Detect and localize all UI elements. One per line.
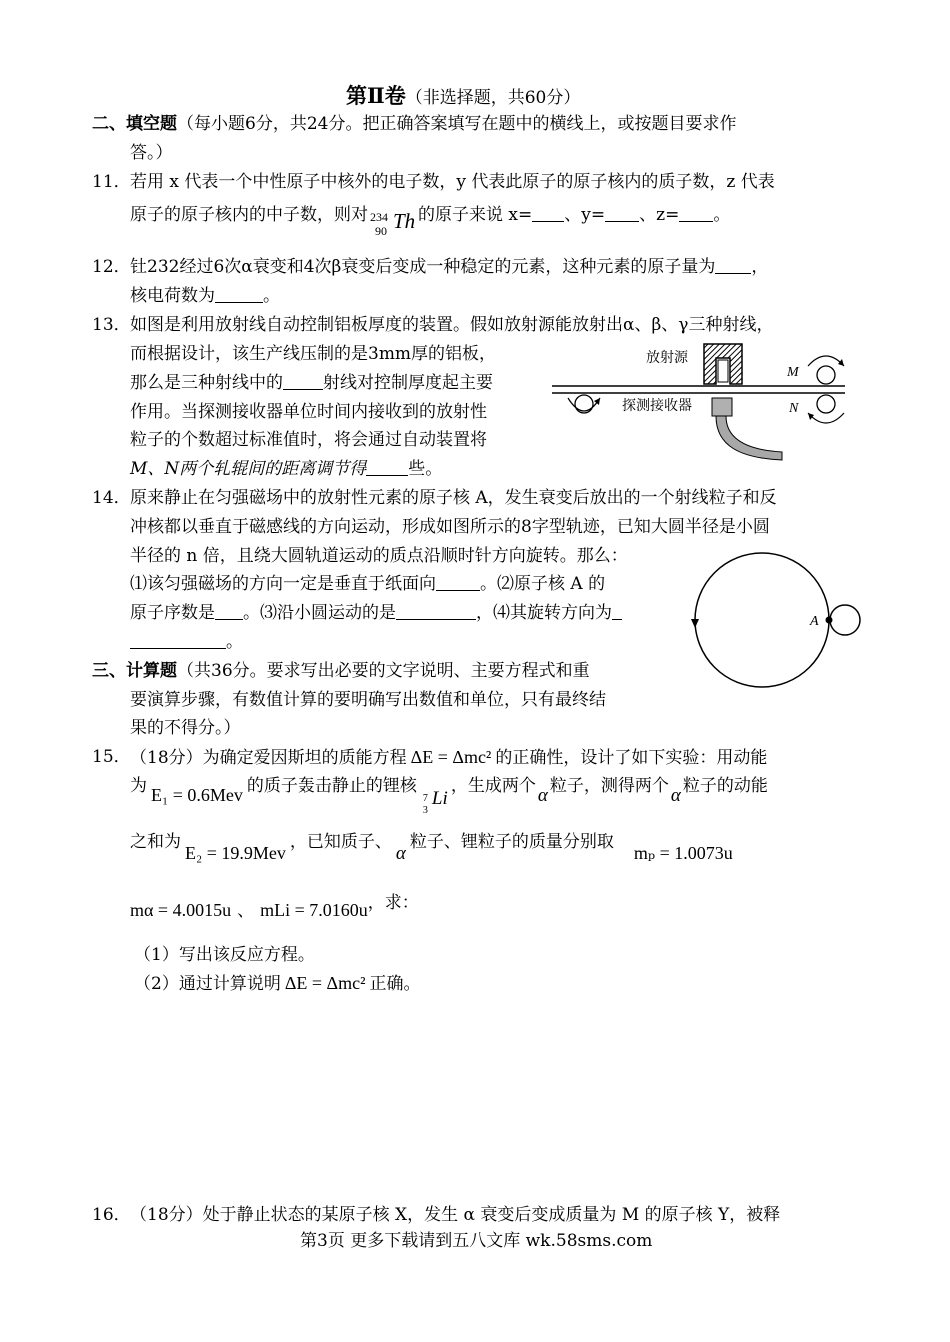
q13-distance-blank[interactable] — [366, 459, 408, 476]
q14-line5-cont2: ，⑷其旋转方向为 — [476, 603, 612, 623]
q12-charge-blank[interactable] — [215, 286, 263, 303]
th-mass: 234 — [370, 210, 388, 224]
roller-m-arrow — [808, 356, 844, 366]
q13-line3-cont: 射线对控制厚度起主要 — [323, 373, 493, 393]
q11-line2 — [130, 204, 731, 238]
q14-line5-cont: 。⑶沿小圆运动的是 — [243, 603, 396, 623]
title-note: （非选择题，共60分） — [405, 88, 581, 108]
q14-direction-blank[interactable] — [130, 632, 226, 649]
roller-m — [817, 366, 835, 384]
q11-y-blank[interactable] — [605, 205, 639, 222]
q11-end: 。 — [713, 205, 731, 225]
q14-line4-text: ⑴该匀强磁场的方向一定是垂直于纸面向 — [130, 574, 436, 594]
e2-value: E₂ = 19.9Mev — [185, 843, 286, 863]
section2-header — [92, 113, 736, 135]
q12-end: 。 — [263, 286, 280, 306]
e1-value: E₁ = 0.6Mev — [151, 785, 243, 805]
section3-line2: 要演算步骤，有数值计算的要明确写出数值和单位，只有最终结 — [130, 690, 606, 710]
radiation-source-block — [704, 344, 742, 384]
section3-line3: 果的不得分。） — [130, 718, 241, 738]
q15-sub1: （1）写出该反应方程。 — [134, 945, 315, 965]
label-source: 放射源 — [646, 350, 688, 366]
q14-line6 — [130, 631, 243, 653]
q15-line1-text: （18分）为确定爱因斯坦的质能方程 — [130, 748, 407, 768]
q12-line1 — [130, 256, 768, 278]
label-m: M — [787, 365, 799, 380]
q12-line1-text: 钍232经过6次α衰变和4次β衰变后变成一种稳定的元素，这种元素的原子量为 — [130, 257, 716, 277]
q15-line3-cont2: 粒子、锂粒子的质量分别取 — [409, 832, 614, 852]
q13-line5: 粒子的个数超过标准值时，将会通过自动装置将 — [130, 430, 487, 450]
q15-number: 15． — [92, 747, 131, 767]
section3-header — [92, 660, 590, 682]
q15-line4 — [130, 893, 419, 922]
q11-x-blank[interactable] — [532, 205, 564, 222]
separator: 、 — [237, 901, 255, 921]
section3-line1: （共36分。要求写出必要的文字说明、主要方程式和重 — [177, 661, 590, 681]
q12-mass-blank[interactable] — [715, 257, 751, 274]
q14-line5-text: 原子序数是 — [130, 603, 215, 623]
q15-line2-cont: 的质子轰击静止的锂核 — [246, 776, 417, 796]
q14-line4 — [130, 573, 605, 595]
orbit-direction-arrow — [691, 619, 699, 628]
q13-line6-end: 些。 — [408, 459, 443, 479]
q13-number: 13． — [92, 315, 131, 335]
label-detector: 探测接收器 — [622, 398, 692, 414]
q14-line2: 冲核都以垂直于磁感线的方向运动，形成如图所示的8字型轨迹，已知大圆半径是小圆 — [130, 517, 770, 537]
label-a: A — [810, 614, 819, 629]
q15-line3 — [130, 830, 733, 864]
q14-line1: 原来静止在匀强磁场中的放射性元素的原子核 A，发生衰变后放出的一个射线粒子和反 — [130, 488, 777, 508]
alpha-symbol-2: α — [670, 785, 681, 806]
q12-line1-end: ， — [751, 257, 769, 277]
q15-line4-end: ，求： — [367, 893, 419, 913]
q15-line2-cont3: 粒子，测得两个 — [549, 776, 669, 796]
li-symbol: Li — [431, 788, 448, 809]
q15-sub2-text: （2）通过计算说明 — [134, 974, 281, 994]
label-n: N — [789, 401, 799, 416]
roller-left-arrowhead — [594, 398, 600, 405]
q13-line6 — [130, 458, 442, 480]
alpha-symbol-3: α — [395, 843, 406, 864]
q14-number: 14． — [92, 488, 131, 508]
q14-field-blank[interactable] — [436, 574, 480, 591]
page-footer: 第3页 更多下载请到五八文库 wk.58sms.com — [300, 1231, 653, 1251]
q13-line2: 而根据设计，该生产线压制的是3mm厚的铝板， — [130, 344, 497, 364]
q11-x-label: 的原子来说 x= — [418, 205, 533, 225]
q12-line2-text: 核电荷数为 — [130, 286, 215, 306]
q13-line3 — [130, 372, 493, 394]
q15-line1 — [130, 746, 767, 769]
q11-number: 11． — [92, 172, 131, 192]
q15-line2-cont4: 粒子的动能 — [682, 776, 768, 796]
q13-line1: 如图是利用放射线自动控制铝板厚度的装置。假如放射源能放射出α、β、γ三种射线， — [130, 315, 774, 335]
q11-z-blank[interactable] — [679, 205, 713, 222]
detector-cable — [716, 416, 782, 460]
roller-left — [575, 395, 593, 413]
q13-line3-text: 那么是三种射线中的 — [130, 373, 283, 393]
small-orbit — [830, 605, 860, 635]
mass-energy-equation: ΔE = Δmc² — [410, 747, 492, 767]
q15-line2-cont2: ，生成两个 — [450, 776, 536, 796]
section2-desc: （每小题6分，共24分。把正确答案填写在题中的横线上，或按题目要求作 — [177, 114, 737, 134]
proton-mass: mₚ = 1.0073u — [633, 843, 733, 863]
th-symbol: Th — [393, 209, 416, 233]
li-nuclide — [417, 774, 451, 816]
q14-line6-end: 。 — [226, 632, 243, 652]
q13-line4: 作用。当探测接收器单位时间内接收到的放射性 — [130, 402, 487, 422]
roller-n-arrowhead — [808, 413, 814, 420]
q14-number-blank[interactable] — [215, 603, 243, 620]
li-mass: 7 — [422, 793, 428, 804]
q13-line6-text: M、N两个轧辊间的距离调节得 — [130, 459, 367, 479]
li-mass-value: mLi = 7.0160u — [260, 900, 368, 920]
large-orbit — [695, 553, 829, 687]
th-nuclide — [368, 204, 418, 238]
page-title — [346, 84, 580, 110]
q15-line3-cont: ，已知质子、 — [289, 832, 392, 852]
roller-n-arrow — [808, 413, 844, 423]
q15-line2-text: 为 — [130, 776, 147, 796]
q14-line5 — [130, 602, 622, 624]
q11-y-label: 、y= — [564, 205, 606, 225]
title-main: 第Ⅱ卷 — [346, 83, 406, 108]
q14-small-circle-blank[interactable] — [396, 603, 476, 620]
detector-box — [712, 398, 732, 416]
q15-line2 — [130, 774, 768, 816]
q14-line3: 半径的 n 倍，且绕大圆轨道运动的质点沿顺时针方向旋转。那么： — [130, 546, 628, 566]
q13-figure — [540, 336, 860, 471]
th-charge: 90 — [375, 224, 387, 238]
q15-line1-cont: 的正确性，设计了如下实验：用动能 — [495, 748, 768, 768]
q15-line3-text: 之和为 — [130, 832, 181, 852]
q16-text: （18分）处于静止状态的某原子核 X，发生 α 衰变后变成质量为 M 的原子核 Y，被释 — [130, 1205, 781, 1225]
q12-line2 — [130, 285, 280, 307]
mass-energy-equation-2: ΔE = Δmc² — [284, 973, 366, 993]
q12-number: 12． — [92, 257, 131, 277]
roller-n — [817, 395, 835, 413]
roller-m-arrowhead — [838, 359, 844, 366]
q14-direction-blank-start[interactable] — [612, 603, 622, 620]
radiation-source-core — [718, 360, 728, 382]
q13-ray-blank[interactable] — [283, 373, 323, 390]
alpha-symbol-1: α — [537, 785, 548, 806]
nucleus-a-point — [826, 617, 833, 624]
q14-figure — [690, 548, 870, 698]
q15-sub2 — [134, 972, 421, 995]
roller-left-arrow — [568, 398, 600, 411]
q11-z-label: 、z= — [639, 205, 680, 225]
q16-number: 16． — [92, 1205, 131, 1225]
section3-title: 三、计算题 — [92, 661, 177, 681]
q11-line2-text: 原子的原子核内的中子数，则对 — [130, 205, 368, 225]
q14-line4-cont: 。⑵原子核 A 的 — [480, 574, 606, 594]
section2-title: 二、填空题 — [92, 114, 177, 134]
section2-desc-cont: 答。） — [130, 143, 173, 163]
li-charge: 3 — [422, 805, 428, 816]
q11-line1: 若用 x 代表一个中性原子中核外的电子数，y 代表此原子的原子核内的质子数，z 代表 — [130, 172, 775, 192]
alpha-mass: mα = 4.0015u — [130, 900, 232, 920]
q15-sub2-end: 正确。 — [369, 974, 421, 994]
